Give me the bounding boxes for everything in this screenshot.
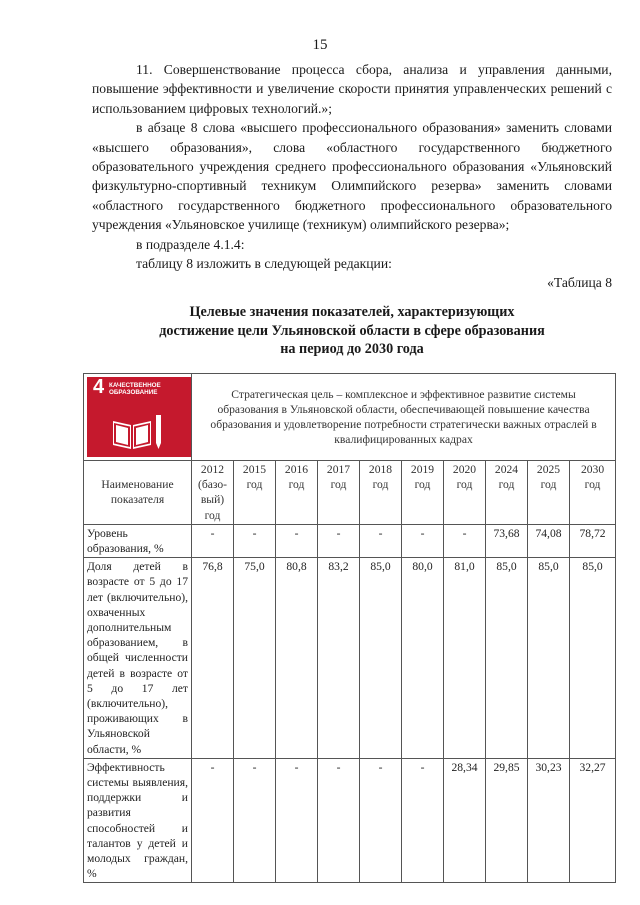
indicator-value: 75,0 <box>234 558 276 759</box>
indicator-value: 74,08 <box>528 524 570 557</box>
indicator-value: - <box>192 524 234 557</box>
book-pencil-icon <box>109 411 169 451</box>
body-text <box>92 60 612 293</box>
paragraph-2: в абзаце 8 слова «высшего профессионального образования» заменить словами «высшего образования», слова «областного государственного бюджетного образовательного учреждения среднего профессионального образования «Ульяновский физкультурно-спортивный техникум Олимпийского резерва» заменить словами «областного государственного бюджетного профессионального образовательного учреждения «Ульяновское училище (техникум) олимпийского резерва»; <box>92 120 612 233</box>
table-row <box>84 758 616 883</box>
indicator-name: Уровень образования, % <box>84 524 192 557</box>
sdg-title-line-1: КАЧЕСТВЕННОЕ <box>109 382 161 389</box>
heading-line-3: на период до 2030 года <box>280 341 424 357</box>
indicator-value: 30,23 <box>528 758 570 883</box>
column-header-name: Наименование показателя <box>84 461 192 525</box>
indicator-value: - <box>360 758 402 883</box>
column-header-year: 2025 год <box>528 461 570 525</box>
page-number: 15 <box>312 37 328 53</box>
indicator-value: 28,34 <box>444 758 486 883</box>
column-header-year: 2016 год <box>276 461 318 525</box>
indicator-value: - <box>318 524 360 557</box>
indicator-value: 80,0 <box>402 558 444 759</box>
column-header-year: 2019 год <box>402 461 444 525</box>
goal-row <box>84 374 616 461</box>
indicator-value: - <box>234 758 276 883</box>
indicator-value: - <box>234 524 276 557</box>
column-header-year: 2018 год <box>360 461 402 525</box>
table-label: «Таблица 8 <box>547 275 612 291</box>
indicator-name: Эффективность системы выявления, поддержки и развития способностей и талантов у детей и молодых граждан, % <box>84 758 192 883</box>
paragraph-4: таблицу 8 изложить в следующей редакции: <box>136 256 392 272</box>
paragraph-3: в подразделе 4.1.4: <box>136 236 245 252</box>
header-row <box>84 461 616 525</box>
indicator-value: 85,0 <box>486 558 528 759</box>
strategic-goal: Стратегическая цель – комплексное и эффективное развитие системы образования в Ульяновской области, обеспечивающей повышение качества образования и удовлетворение потребности стратегически важных отраслей в квалифицированных кадрах <box>192 374 616 461</box>
heading-line-2: достижение цели Ульяновской области в сфере образования <box>159 322 545 339</box>
indicator-value: 76,8 <box>192 558 234 759</box>
indicator-value: 78,72 <box>570 524 616 557</box>
indicator-value: - <box>318 758 360 883</box>
heading-line-1: Целевые значения показателей, характеризующих <box>189 304 515 320</box>
column-header-year: 2015 год <box>234 461 276 525</box>
indicator-value: 73,68 <box>486 524 528 557</box>
sdg-title-line-2: ОБРАЗОВАНИЕ <box>109 389 158 397</box>
sdg-title <box>109 382 161 396</box>
column-header-year: 2020 год <box>444 461 486 525</box>
indicator-value: - <box>402 524 444 557</box>
column-header-year: 2030 год <box>570 461 616 525</box>
indicator-value: 83,2 <box>318 558 360 759</box>
sdg-number: 4 <box>93 376 105 398</box>
indicator-value: 85,0 <box>570 558 616 759</box>
indicator-value: 85,0 <box>360 558 402 759</box>
indicators-table <box>83 373 616 883</box>
sdg-logo <box>87 377 191 457</box>
indicator-value: - <box>276 758 318 883</box>
indicator-value: - <box>360 524 402 557</box>
paragraph-1: 11. Совершенствование процесса сбора, анализа и управления данными, повышение эффективности и увеличение скорости принятия управленческих решений с использованием цифровых технологий.»; <box>92 62 612 116</box>
indicator-name: Доля детей в возрасте от 5 до 17 лет (включительно), охваченных дополнительным образованием, в общей численности детей в возрасте от 5 до 17 лет (включительно), проживающих в Ульяновской области, % <box>84 558 192 759</box>
indicator-value: 80,8 <box>276 558 318 759</box>
indicator-value: 32,27 <box>570 758 616 883</box>
table-row <box>84 524 616 557</box>
indicator-value: - <box>444 524 486 557</box>
column-header-year: 2012 (базо-вый) год <box>192 461 234 525</box>
indicator-value: - <box>402 758 444 883</box>
table-row <box>84 558 616 759</box>
indicator-value: 81,0 <box>444 558 486 759</box>
column-header-year: 2017 год <box>318 461 360 525</box>
sdg-logo-cell <box>84 374 192 461</box>
indicator-value: - <box>276 524 318 557</box>
table-heading <box>92 303 612 359</box>
column-header-year: 2024 год <box>486 461 528 525</box>
indicator-value: 85,0 <box>528 558 570 759</box>
indicator-value: - <box>192 758 234 883</box>
indicator-value: 29,85 <box>486 758 528 883</box>
